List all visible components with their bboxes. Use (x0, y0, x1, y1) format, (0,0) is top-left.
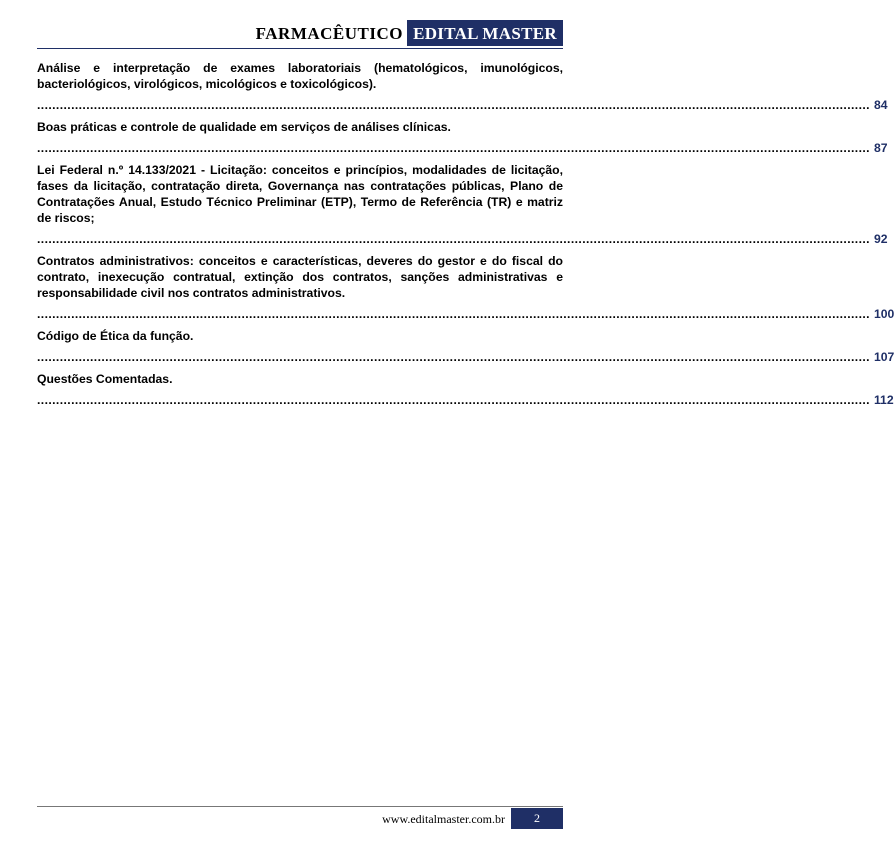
page-number-badge: 2 (511, 808, 563, 829)
toc-entry-title: Contratos administrativos: conceitos e características, deveres do gestor e do fiscal do contrato, inexecução contratual, extinção dos contratos, sanções administrativas e responsabilidade civil nos contratos administrativos. (37, 254, 563, 300)
toc-entry[interactable] (37, 253, 894, 322)
website-link[interactable]: www.editalmaster.com.br (382, 812, 505, 826)
header-title: FARMACÊUTICO (255, 24, 403, 43)
toc-entry[interactable] (37, 162, 888, 247)
toc-entry[interactable] (37, 371, 894, 408)
page-header (37, 20, 563, 49)
toc-entry[interactable] (37, 328, 894, 365)
dot-leader: ............................................................................................................................................................................................................................ (37, 350, 870, 364)
toc-leader (37, 349, 894, 365)
toc-leader (37, 140, 888, 156)
toc-page-number: 84 (873, 98, 888, 112)
toc-entry-title: Análise e interpretação de exames laboratoriais (hematológicos, imunológicos, bacteriológicos, virológicos, micológicos e toxicológicos). (37, 61, 563, 91)
brand-badge: EDITAL MASTER (407, 20, 563, 46)
toc-page-number: 107 (873, 350, 894, 364)
dot-leader: ............................................................................................................................................................................................................................ (37, 393, 870, 407)
toc-page-number: 100 (873, 307, 894, 321)
toc-leader (37, 97, 888, 113)
toc-page-number: 92 (873, 232, 888, 246)
toc-leader (37, 392, 894, 408)
dot-leader: ............................................................................................................................................................................................................................ (37, 307, 870, 321)
dot-leader: ............................................................................................................................................................................................................................ (37, 232, 870, 246)
toc-entry[interactable] (37, 119, 888, 156)
toc-entry-title: Lei Federal n.º 14.133/2021 - Licitação: conceitos e princípios, modalidades de licitação, fases da licitação, contratação direta, Governança nas contratações públicas, Plano de Contratações Anual, Estudo Técnico Preliminar (ETP), Termo de Referência (TR) e matriz de riscos; (37, 163, 563, 225)
toc-page-number: 87 (873, 141, 888, 155)
dot-leader: ............................................................................................................................................................................................................................ (37, 141, 870, 155)
toc-entry-title: Boas práticas e controle de qualidade em serviços de análises clínicas. (37, 120, 451, 134)
toc-entry-title: Código de Ética da função. (37, 329, 194, 343)
dot-leader: ............................................................................................................................................................................................................................ (37, 98, 870, 112)
toc-leader (37, 231, 888, 247)
page-footer (37, 806, 563, 829)
toc-entry[interactable] (37, 60, 888, 113)
toc-entry-title: Questões Comentadas. (37, 372, 173, 386)
toc-page-number: 112 (873, 393, 894, 407)
toc-leader (37, 306, 894, 322)
table-of-contents (37, 60, 894, 414)
